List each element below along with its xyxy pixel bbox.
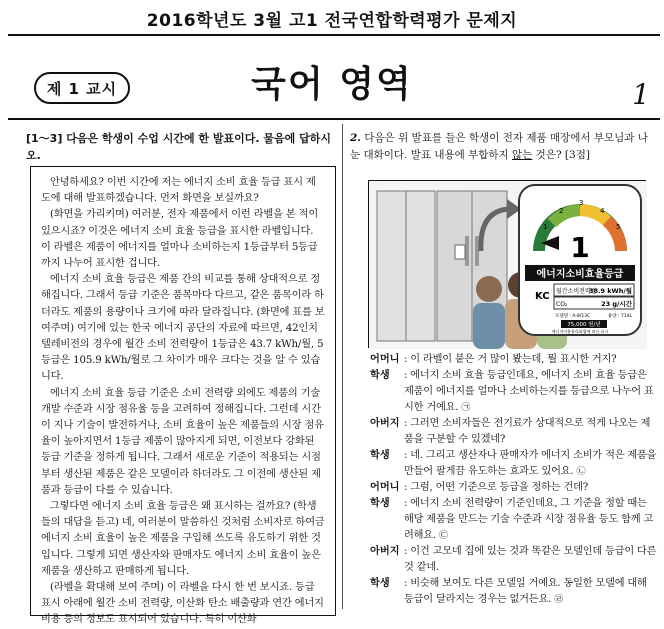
energy-label — [519, 185, 641, 335]
scale-mark: 4 — [600, 207, 605, 215]
scale-mark: 5 — [616, 223, 621, 231]
session-badge: 제 1 교시 — [34, 72, 130, 104]
dialogue-turn — [370, 448, 658, 480]
store-illustration — [368, 180, 646, 348]
speaker: 학생 — [370, 450, 390, 461]
passage-paragraph: 그렇다면 에너지 소비 효율 등급은 왜 표시하는 걸까요? (학생들의 대답을 듣고) 네, 여러분이 말씀하신 것처럼 소비자로 하여금 에너지 소비 효율이 높은 제품을 구입해 쓰도록 유도하기 위한 것입니다. 그렇게 되면 생산자와 판매자도 에너지 소비 효율이 높은 제품을 생산하고 판매하게 됩니다. — [41, 501, 325, 577]
dialogue-turn — [370, 544, 658, 576]
subject-title: 국어 영역 — [251, 64, 413, 105]
passage-paragraph: 에너지 소비 효율 등급 기준은 소비 전력량 외에도 제품의 기술 개발 수준과 시장 점유율 등을 고려하여 정해집니다. 그런데 시간이 지나 기술이 발전하거나, 소비 효율이 높은 제품들의 시장 점유율이 높아지면서 1등급 제품이 많아지게 되면, 이전보다 강화된 등급 기준을 정하게 됩니다. 그래서 새로운 기준이 적용되는 시점부터 생산된 제품은 같은 모델이라 하더라도 그 이전에 생산된 제품과 등급이 다를 수 있습니다. — [41, 387, 324, 496]
scale-mark: 2 — [559, 207, 564, 215]
label-row-value: 23 g/시간 — [601, 300, 632, 308]
scale-mark: 1 — [543, 223, 548, 231]
column-divider — [342, 124, 343, 609]
question-text: 다음은 위 발표를 들은 학생이 전자 제품 매장에서 부모님과 나눈 대화이다. 발표 내용에 부합하지 — [350, 132, 648, 161]
header-rule — [8, 34, 660, 36]
passage-paragraph: 안녕하세요? 이번 시간에 저는 에너지 소비 효율 등급 표시 제도에 대해 발표하겠습니다. 먼저 화면을 보실까요? — [41, 177, 316, 205]
dialogue-text — [404, 496, 658, 544]
dialogue-turn — [370, 480, 658, 496]
question-2 — [350, 130, 656, 164]
speaker: 학생 — [370, 578, 390, 589]
dialogue-mark: ㉣ — [554, 595, 563, 605]
label-model: 모델명 : A-8/13C — [555, 314, 591, 319]
exam-title: 2016학년도 3월 고1 전국연합학력평가 문제지 — [146, 11, 518, 31]
dialogue — [370, 352, 658, 608]
label-row-value: 38.9 kWh/월 — [588, 287, 632, 295]
question-text-end: 것은? [3점] — [532, 149, 590, 161]
dialogue-line: : 그럼, 어떤 기준으로 등급을 정하는 건데? — [404, 482, 589, 493]
question-emphasis: 않는 — [512, 149, 533, 161]
dialogue-line: : 이 라벨이 붙은 거 많이 봤는데, 뭘 표시한 거지? — [404, 354, 617, 365]
page-number: 1 — [632, 78, 650, 111]
dialogue-mark: ㉠ — [461, 403, 471, 413]
illustration-svg — [369, 181, 647, 349]
speaker: 어머니 — [370, 354, 400, 365]
dialogue-turn — [370, 416, 658, 448]
passage-paragraph: (라벨을 확대해 보여 주며) 이 라벨을 다시 한 번 보시죠. 등급 표시 아래에 월간 소비 전력량, 이산화 탄소 배출량과 연간 에너지 비용 등의 정보도 표시되어 있습니다. 특히 이산화 — [41, 582, 324, 626]
dialogue-text — [404, 576, 658, 608]
passage-paragraph: 에너지 소비 효율 등급은 제품 간의 비교를 통해 상대적으로 정해집니다. 그래서 등급 기준은 품목마다 다르고, 같은 품목이라 하더라도 제품의 용량이나 크기에 따라 달라집니다. (화면에 표를 보여주며) 여기에 있는 한국 에너지 공단의 자료에 따르면, 42인치 텔레비전의 경우에 월간 소비 전력량이 1등급은 43.7 kWh/월, 5등급은 105.9 kWh/월로 그 차이가 매우 크다는 것을 알 수 있습니다. — [41, 274, 325, 383]
speaker: 아버지 — [370, 546, 400, 557]
question-number: 2. — [350, 132, 361, 144]
dialogue-line: : 네. 그리고 생산자나 판매자가 에너지 소비가 적은 제품을 만들어 팔게끔 유도하는 효과도 있어요. — [404, 450, 657, 477]
dialogue-line: : 그러면 소비자들은 전기료가 상대적으로 적게 나오는 제품을 구분할 수 있겠네? — [404, 418, 651, 445]
dialogue-line: : 에너지 소비 효율 등급인데요, 에너지 소비 효율 등급은 제품이 에너지를 얼마나 소비하는지를 등급으로 나누어 표시한 거예요. — [404, 370, 654, 413]
label-capacity: 용량 : 714L — [607, 314, 632, 319]
dialogue-text — [404, 416, 658, 448]
dialogue-turn — [370, 352, 658, 368]
speaker: 아버지 — [370, 418, 400, 429]
title-rule — [8, 118, 660, 120]
speaker: 어머니 — [370, 482, 400, 493]
dialogue-text — [404, 544, 658, 576]
passage-paragraph: (화면을 가리키며) 여러분, 전자 제품에서 이런 라벨을 본 적이 있으시죠? 이것은 에너지 소비 효율 등급을 표시한 라벨입니다. 이 라벨은 제품이 에너지를 얼마나 소비하는지 1등급부터 5등급까지 나누어 표시한 겁니다. — [41, 209, 319, 270]
scale-mark: 3 — [579, 199, 584, 207]
passage-box — [30, 166, 336, 626]
speaker: 학생 — [370, 498, 390, 509]
dialogue-mark: ㉢ — [439, 531, 448, 541]
dialogue-line: : 비슷해 보여도 다른 모델일 거예요. 동일한 모델에 대해 등급이 달라지는 경우는 없거든요. — [404, 578, 647, 605]
label-cost: 75,000 원/년 — [567, 322, 601, 328]
dialogue-turn — [370, 576, 658, 608]
dialogue-turn — [370, 368, 658, 416]
label-row-name: 월간소비전력량 — [556, 288, 597, 295]
dialogue-text — [404, 368, 658, 416]
kc-mark: KC — [535, 291, 550, 302]
energy-grade: 1 — [570, 231, 590, 264]
label-title: 에너지소비효율등급 — [536, 269, 624, 280]
label-row-name: CO₂ — [556, 301, 568, 308]
dialogue-line: : 이건 고모네 집에 있는 것과 똑같은 모델인데 등급이 다른 것 같네. — [404, 546, 657, 573]
dialogue-turn — [370, 496, 658, 544]
dialogue-text — [404, 448, 658, 480]
dialogue-line: : 에너지 소비 전력량이 기준인데요, 그 기준을 정할 때는 해당 제품을 만드는 기술 수준과 시장 점유율 등도 함께 고려해요. — [404, 498, 654, 541]
dialogue-mark: ㉡ — [576, 467, 586, 477]
dialogue-text — [404, 480, 658, 496]
speaker: 학생 — [370, 370, 390, 381]
dialogue-text — [404, 352, 658, 368]
label-footer: 에너지이용합리화법에 따른 표시 — [551, 329, 609, 334]
question-instruction: [1～3] 다음은 학생이 수업 시간에 한 발표이다. 물음에 답하시오. — [26, 132, 331, 162]
